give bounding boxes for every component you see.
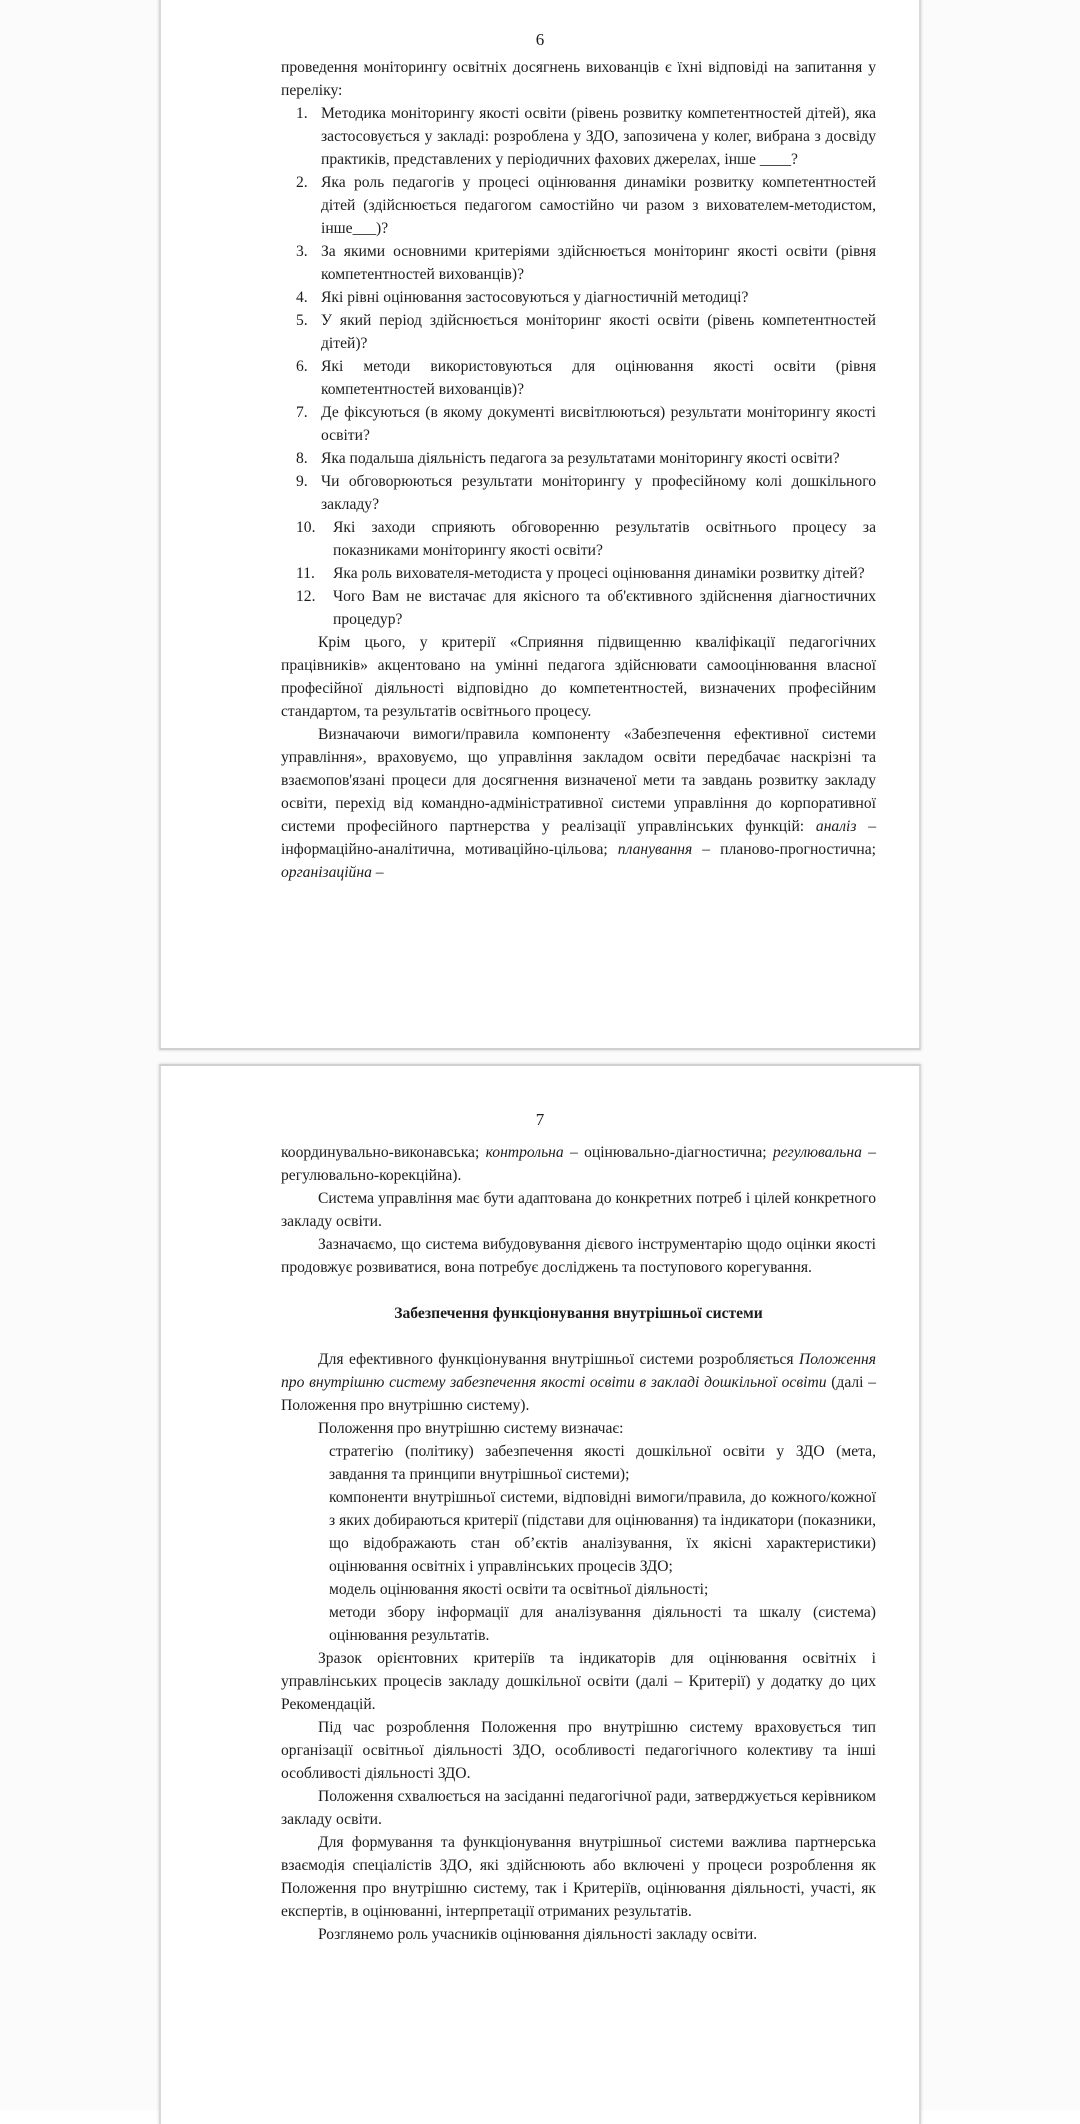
list-item: стратегію (політику) забезпечення якості дошкільної освіти у ЗДО (мета, завдання та принципи внутрішньої системи); bbox=[329, 1443, 876, 1483]
body-paragraph: Зразок орієнтовних критеріїв та індикаторів для оцінювання освітніх і управлінських процесів закладу дошкільної освіти (далі – Критерії) у додатку до цих Рекомендацій. bbox=[281, 1650, 876, 1713]
list-item-text: Яка роль вихователя-методиста у процесі оцінювання динаміки розвитку дітей? bbox=[333, 565, 865, 582]
list-number: 11. bbox=[296, 565, 315, 582]
text-run: – регулювально-корекційна). bbox=[281, 1144, 877, 1184]
list-item bbox=[281, 309, 876, 355]
document-page-6 bbox=[159, 0, 921, 1050]
list-number: 9. bbox=[296, 473, 308, 490]
list-item bbox=[281, 562, 876, 585]
list-item-text: Чи обговорюються результати моніторингу у професійному колі дошкільного закладу? bbox=[321, 473, 876, 513]
body-paragraph: Положення схвалюється на засіданні педагогічної ради, затверджується керівником закладу освіти. bbox=[281, 1788, 876, 1828]
page-content bbox=[281, 1141, 876, 1946]
continued-paragraph bbox=[281, 1141, 876, 1187]
list-number: 7. bbox=[296, 404, 308, 421]
body-paragraph: Крім цього, у критерії «Сприяння підвищенню кваліфікації педагогічних працівників» акцентовано на умінні педагога здійснювати самооцінювання власної професійної діяльності відповідно до компетентностей, визначених професійним стандартом, та результатів освітнього процесу. bbox=[281, 634, 876, 720]
list-item bbox=[281, 286, 876, 309]
italic-term: контрольна bbox=[485, 1144, 564, 1161]
list-number: 3. bbox=[296, 243, 308, 260]
list-number: 6. bbox=[296, 358, 308, 375]
list-item bbox=[281, 171, 876, 240]
list-item-text: За якими основними критеріями здійснюється моніторинг якості освіти (рівня компетентностей вихованців)? bbox=[321, 243, 876, 283]
question-list bbox=[281, 102, 876, 631]
list-number: 8. bbox=[296, 450, 308, 467]
text-run: – оцінювально-діагностична; bbox=[563, 1144, 773, 1161]
list-item bbox=[281, 401, 876, 447]
intro-paragraph: проведення моніторингу освітніх досягнень вихованців є їхні відповіді на запитання у переліку: bbox=[281, 59, 876, 99]
list-item bbox=[281, 516, 876, 562]
page-content bbox=[281, 56, 876, 884]
list-item-text: Які заходи сприяють обговоренню результатів освітнього процесу за показниками моніторингу якості освіти? bbox=[333, 519, 876, 559]
list-item bbox=[281, 585, 876, 631]
text-run: Визначаючи вимоги/правила компоненту «Забезпечення ефективної системи управління», враховуємо, що управління закладом освіти передбачає наскрізні та взаємопов'язані процеси для досягнення визначеної мети та завдань розвитку закладу освіти, перехід від командно-адміністративної системи управління до корпоративної системи професійного партнерства у реалізації управлінських функцій: bbox=[281, 726, 876, 835]
list-item: модель оцінювання якості освіти та освітньої діяльності; bbox=[329, 1581, 709, 1598]
list-item-text: Яка подальша діяльність педагога за результатами моніторингу якості освіти? bbox=[321, 450, 840, 467]
body-paragraph: Для формування та функціонування внутрішньої системи важлива партнерська взаємодія спеціалістів ЗДО, які здійснюють або включені у процеси розроблення як Положення про внутрішню систему, так і Критеріїв, оцінювання діяльності, участі, як експертів, в оцінюванні, інтерпретації отриманих результатів. bbox=[281, 1834, 876, 1920]
text-run: – bbox=[371, 864, 384, 881]
list-number: 5. bbox=[296, 312, 308, 329]
list-item bbox=[281, 447, 876, 470]
definition-list bbox=[281, 1440, 876, 1647]
list-number: 4. bbox=[296, 289, 308, 306]
list-item-text: Які рівні оцінювання застосовуються у діагностичній методиці? bbox=[321, 289, 749, 306]
document-page-7 bbox=[159, 1064, 921, 2124]
body-paragraph: Зазначаємо, що система вибудовування дієвого інструментарію щодо оцінки якості продовжує розвиватися, вона потребує досліджень та поступового корегування. bbox=[281, 1236, 876, 1276]
list-item-text: Методика моніторингу якості освіти (рівень розвитку компетентностей дітей), яка застосовується у закладі: розроблена у ЗДО, запозичена у колег, вибрана з досвіду практиків, представлених у періодичних фахових джерелах, інше ____? bbox=[321, 105, 876, 168]
body-paragraph: Положення про внутрішню систему визначає: bbox=[318, 1420, 624, 1437]
text-run: – інформаційно-аналітична, мотиваційно-цільова; bbox=[281, 818, 876, 858]
italic-document-title: Положення про внутрішню систему забезпечення якості освіти в закладі дошкільної освіти bbox=[281, 1351, 876, 1391]
list-item-text: Які методи використовуються для оцінювання якості освіти (рівня компетентностей вихованців)? bbox=[321, 358, 876, 398]
body-paragraph bbox=[281, 723, 876, 884]
list-item bbox=[281, 470, 876, 516]
text-run: (далі – Положення про внутрішню систему). bbox=[281, 1374, 876, 1414]
list-item bbox=[281, 355, 876, 401]
italic-term: планування bbox=[617, 841, 693, 858]
body-paragraph: Розглянемо роль учасників оцінювання діяльності закладу освіти. bbox=[318, 1926, 758, 1943]
list-item-text: Де фіксуються (в якому документі висвітлюються) результати моніторингу якості освіти? bbox=[321, 404, 876, 444]
italic-term: регулювальна bbox=[772, 1144, 862, 1161]
page-number: 6 bbox=[535, 30, 545, 49]
body-paragraph bbox=[281, 1348, 876, 1417]
list-item bbox=[281, 102, 876, 171]
body-paragraph: Система управління має бути адаптована до конкретних потреб і цілей конкретного закладу освіти. bbox=[281, 1190, 876, 1230]
list-item bbox=[281, 240, 876, 286]
list-number: 1. bbox=[296, 105, 308, 122]
list-item-text: У який період здійснюється моніторинг якості освіти (рівень компетентностей дітей)? bbox=[321, 312, 876, 352]
text-run: координувально-виконавська; bbox=[281, 1144, 486, 1161]
list-item: методи збору інформації для аналізування діяльності та шкалу (система) оцінювання результатів. bbox=[329, 1604, 876, 1644]
list-item-text: Яка роль педагогів у процесі оцінювання динаміки розвитку компетентностей дітей (здійснюється педагогом самостійно чи разом з вихователем-методистом, інше___)? bbox=[321, 174, 876, 237]
italic-term: аналіз bbox=[815, 818, 857, 835]
text-run: – планово-прогностична; bbox=[692, 841, 877, 858]
section-heading: Забезпечення функціонування внутрішньої системи bbox=[394, 1305, 763, 1322]
page-number: 7 bbox=[535, 1110, 545, 1129]
list-item-text: Чого Вам не вистачає для якісного та об'єктивного здійснення діагностичних процедур? bbox=[333, 588, 876, 628]
list-number: 10. bbox=[296, 519, 316, 536]
text-run: Для ефективного функціонування внутрішньої системи розробляється bbox=[318, 1351, 799, 1368]
list-number: 12. bbox=[296, 588, 316, 605]
list-number: 2. bbox=[296, 174, 308, 191]
body-paragraph: Під час розроблення Положення про внутрішню систему враховується тип організації освітньої діяльності ЗДО, особливості педагогічного колективу та інші особливості діяльності ЗДО. bbox=[281, 1719, 876, 1782]
list-item: компоненти внутрішньої системи, відповідні вимоги/правила, до кожного/кожної з яких добираються критерії (підстави для оцінювання) та індикатори (показники, що відображають стан об’єктів аналізування, їх якісні характеристики) оцінювання освітніх і управлінських процесів ЗДО; bbox=[329, 1489, 876, 1575]
italic-term: організаційна bbox=[281, 864, 372, 881]
